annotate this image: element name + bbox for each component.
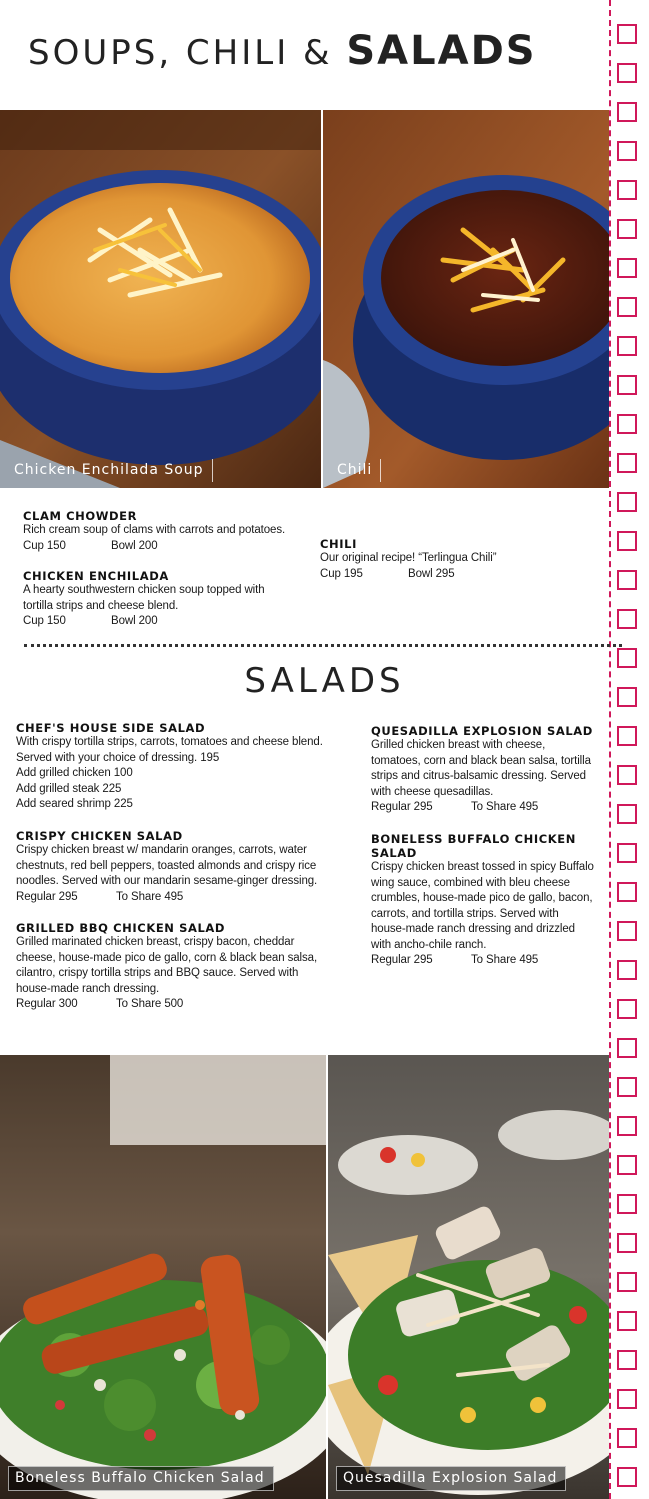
boneless-buffalo-chicken-salad-photo: [0, 1055, 326, 1499]
salads-section-title: SALADS: [244, 661, 405, 701]
edge-checkbox: [617, 570, 637, 590]
quesadilla-explosion-salad-photo: [328, 1055, 609, 1499]
item-price-line: [320, 567, 496, 583]
item-price-line: [23, 614, 265, 630]
item-description: strips and citrus-balsamic dressing. Served: [371, 770, 586, 782]
edge-checkbox: [617, 1038, 637, 1058]
item-description: carrots, and tortilla strips. Served with: [371, 907, 559, 920]
photo-caption: Chili: [331, 459, 381, 482]
edge-checkbox: [617, 1311, 637, 1331]
edge-checkbox: [617, 1116, 637, 1136]
edge-checkbox: [617, 180, 637, 200]
item-addon: Add grilled steak 225: [16, 782, 122, 795]
edge-checkbox: [617, 882, 637, 902]
item-name: CHICKEN ENCHILADA: [23, 569, 169, 583]
item-description: Crispy chicken breast tossed in spicy Buffalo: [371, 861, 594, 873]
edge-checkbox: [617, 921, 637, 941]
item-description: wing sauce, combined with bleu cheese: [371, 876, 570, 889]
menu-item-chefs-house-salad: [16, 721, 323, 813]
chili-bowl-image: [323, 110, 609, 488]
edge-checkbox: [617, 375, 637, 395]
item-description: Our original recipe! “Terlingua Chili”: [320, 552, 497, 564]
edge-checkbox: [617, 999, 637, 1019]
edge-checkbox: [617, 453, 637, 473]
edge-checkbox: [617, 414, 637, 434]
menu-item-clam-chowder: [23, 509, 285, 554]
edge-checkbox: [617, 531, 637, 551]
menu-item-crispy-chicken-salad: [16, 829, 317, 905]
item-description: Grilled chicken breast with cheese,: [371, 739, 546, 751]
menu-item-chicken-enchilada: [23, 569, 265, 630]
edge-checkbox: [617, 1194, 637, 1214]
item-name: BONELESS BUFFALO CHICKEN: [371, 832, 576, 846]
edge-checkbox: [617, 960, 637, 980]
photo-caption: Quesadilla Explosion Salad: [336, 1466, 566, 1491]
edge-checkbox: [617, 1389, 637, 1409]
item-description: crumbles, house-made pico de gallo, bacon,: [371, 892, 593, 904]
item-description: cilantro, crispy tortilla strips and BBQ sauce. Served with: [16, 967, 299, 979]
edge-checkbox: [617, 843, 637, 863]
buffalo-salad-image: [0, 1055, 326, 1499]
edge-checkbox: [617, 102, 637, 122]
price-to-share: To Share 495: [471, 801, 539, 813]
item-description: With crispy tortilla strips, carrots, tomatoes and cheese blend.: [16, 736, 323, 748]
item-description: house-made ranch dressing.: [16, 982, 160, 995]
item-description: Grilled marinated chicken breast, crispy bacon, cheddar: [16, 936, 295, 948]
edge-checkbox: [617, 1272, 637, 1292]
item-name: QUESADILLA EXPLOSION SALAD: [371, 724, 593, 738]
item-description: A hearty southwestern chicken soup topped with: [23, 584, 265, 596]
item-description: Rich cream soup of clams with carrots and potatoes.: [23, 524, 286, 536]
edge-checkbox: [617, 24, 637, 44]
edge-checkbox: [617, 258, 637, 278]
item-description: cheese, house-made pico de gallo, corn & black bean salsa,: [16, 951, 318, 964]
item-price-line: [16, 890, 317, 906]
price-cup: Cup 150: [23, 539, 66, 552]
cut-line-divider: [609, 0, 611, 1499]
menu-item-quesadilla-explosion-salad: [371, 724, 593, 816]
price-regular: Regular 300: [16, 998, 78, 1010]
item-name: GRILLED BBQ CHICKEN SALAD: [16, 921, 226, 935]
item-description: tomatoes, corn and black bean salsa, tortilla: [371, 754, 591, 767]
photo-caption: Chicken Enchilada Soup: [8, 459, 213, 482]
item-description: tortilla strips and cheese blend.: [23, 599, 179, 612]
price-bowl: Bowl 200: [111, 539, 158, 552]
edge-checkbox: [617, 804, 637, 824]
price-regular: Regular 295: [371, 954, 433, 966]
edge-checkbox: [617, 726, 637, 746]
item-description: chestnuts, red bell peppers, toasted almonds and crispy rice: [16, 859, 317, 872]
edge-checkbox: [617, 1155, 637, 1175]
edge-checkbox: [617, 63, 637, 83]
price-to-share: To Share 495: [116, 890, 184, 903]
price-bowl: Bowl 200: [111, 615, 158, 627]
item-name: CRISPY CHICKEN SALAD: [16, 829, 183, 843]
chicken-enchilada-soup-photo: [0, 110, 321, 488]
item-description: noodles. Served with our mandarin sesame-ginger dressing.: [16, 875, 318, 887]
edge-checkbox: [617, 1350, 637, 1370]
item-description: Served with your choice of dressing. 195: [16, 751, 220, 764]
soup-bowl-image: [0, 110, 321, 488]
page-title: [28, 28, 537, 74]
photo-caption: Boneless Buffalo Chicken Salad: [8, 1466, 274, 1491]
edge-checkbox: [617, 297, 637, 317]
item-price-line: [16, 997, 317, 1013]
menu-item-chili: [320, 537, 496, 582]
item-addon: Add grilled chicken 100: [16, 767, 133, 779]
price-regular: Regular 295: [371, 801, 433, 813]
price-regular: Regular 295: [16, 890, 78, 903]
edge-checkbox: [617, 219, 637, 239]
item-price-line: [371, 953, 594, 969]
edge-checkbox: [617, 492, 637, 512]
edge-checkbox: [617, 765, 637, 785]
edge-checkbox: [617, 1077, 637, 1097]
item-description: with cheese quesadillas.: [371, 785, 494, 798]
price-bowl: Bowl 295: [408, 567, 455, 580]
quesadilla-salad-image: [328, 1055, 609, 1499]
edge-checkbox: [617, 1233, 637, 1253]
item-addon: Add seared shrimp 225: [16, 798, 133, 810]
price-cup: Cup 195: [320, 567, 363, 580]
edge-checkbox: [617, 1428, 637, 1448]
chili-photo: [323, 110, 609, 488]
item-description: with ancho-chile ranch.: [371, 938, 487, 951]
dotted-divider: [24, 644, 622, 647]
menu-item-boneless-buffalo-chicken-salad: [371, 832, 594, 969]
price-to-share: To Share 500: [116, 998, 184, 1010]
item-name: CLAM CHOWDER: [23, 509, 138, 523]
price-cup: Cup 150: [23, 615, 66, 627]
item-name: CHEF'S HOUSE SIDE SALAD: [16, 721, 206, 735]
edge-checkbox: [617, 609, 637, 629]
item-price-line: [23, 539, 285, 555]
item-price-line: [371, 800, 593, 816]
price-to-share: To Share 495: [471, 954, 539, 966]
menu-item-grilled-bbq-chicken-salad: [16, 921, 317, 1013]
item-description: house-made ranch dressing and drizzled: [371, 923, 575, 935]
edge-checkbox: [617, 336, 637, 356]
page-title-bold: SALADS: [346, 28, 537, 74]
item-name: SALAD: [371, 846, 417, 860]
page-title-light: SOUPS, CHILI &: [28, 33, 347, 73]
item-description: Crispy chicken breast w/ mandarin oranges, carrots, water: [16, 844, 307, 856]
edge-checkbox: [617, 1467, 637, 1487]
edge-checkbox: [617, 141, 637, 161]
item-name: CHILI: [320, 537, 357, 551]
